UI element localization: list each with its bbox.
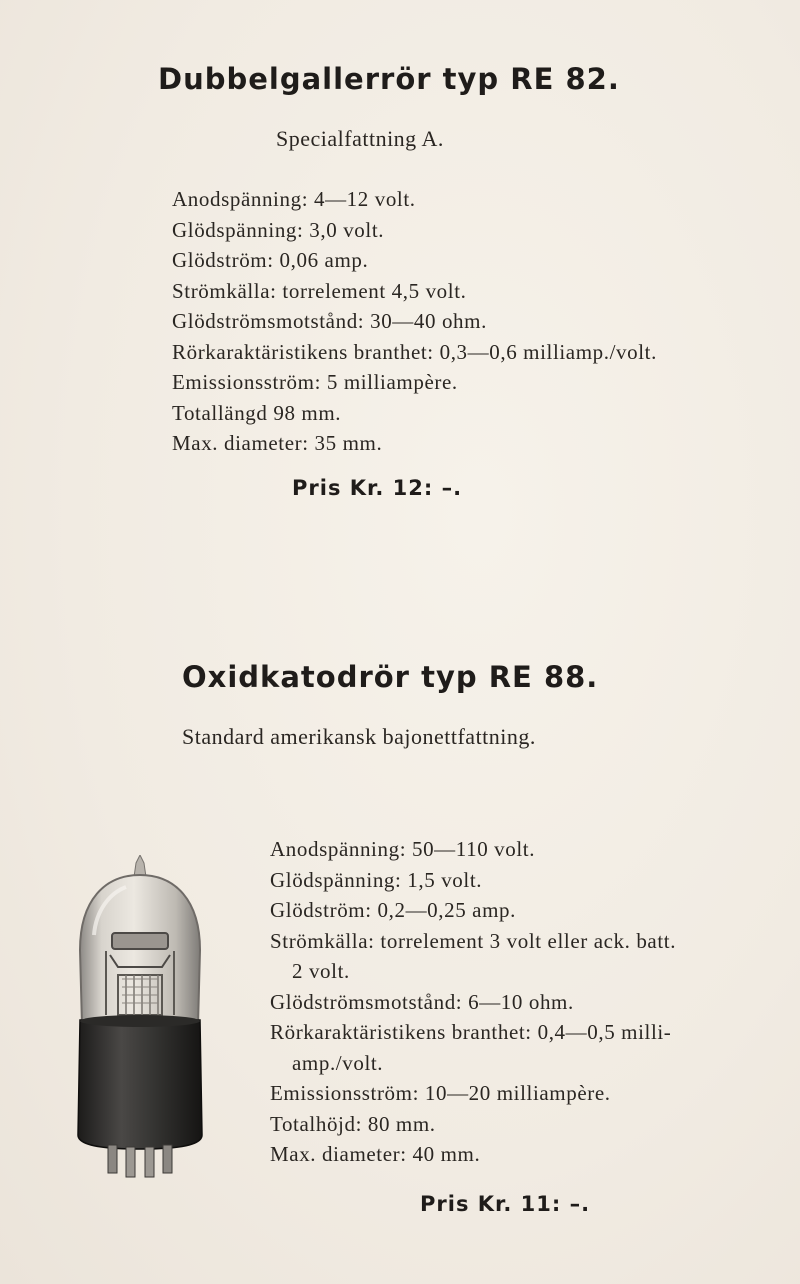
spec-line: Strömkälla: torrelement 4,5 volt.	[172, 278, 467, 303]
price-re88: Pris Kr. 11: –.	[420, 1192, 591, 1216]
spec-line: Glödspänning: 1,5 volt.	[270, 867, 483, 892]
spec-line: Glödström: 0,06 amp.	[172, 248, 369, 272]
section-subtitle-re82: Specialfattning A.	[276, 126, 444, 151]
spec-line: Totallängd 98 mm.	[172, 400, 342, 425]
spec-line: Anodspänning: 50—110 volt.	[270, 837, 536, 861]
spec-line	[270, 956, 676, 987]
spec-list-re88	[270, 834, 676, 1170]
spec-line: Max. diameter: 35 mm.	[172, 431, 383, 455]
section-title-re88: Oxidkatodrör typ RE 88.	[182, 660, 599, 694]
spec-line: Totalhöjd: 80 mm.	[270, 1111, 436, 1136]
price-re82: Pris Kr. 12: –.	[292, 476, 463, 500]
spec-line: Rörkaraktäristikens branthet: 0,4—0,5 milli-	[270, 1020, 672, 1044]
spec-line: Strömkälla: torrelement 3 volt eller ack. batt.	[270, 928, 677, 953]
spec-line: Glödströmsmotstånd: 6—10 ohm.	[270, 989, 574, 1014]
spec-line: Glödström: 0,2—0,25 amp.	[270, 898, 516, 922]
spec-line: Anodspänning: 4—12 volt.	[172, 187, 416, 211]
spec-line: Glödströmsmotstånd: 30—40 ohm.	[172, 309, 487, 333]
spec-line: Emissionsström: 10—20 milliampère.	[270, 1081, 611, 1105]
spec-line-continuation: 2 volt.	[292, 959, 350, 983]
spec-line: Max. diameter: 40 mm.	[270, 1142, 481, 1166]
section-title-re82: Dubbelgallerrör typ RE 82.	[158, 62, 620, 96]
spec-line: Rörkaraktäristikens branthet: 0,3—0,6 milliamp./volt.	[172, 339, 657, 364]
section-subtitle-re88: Standard amerikansk bajonettfattning.	[182, 724, 536, 749]
spec-line-continuation: amp./volt.	[292, 1050, 384, 1075]
vacuum-tube-photo	[70, 855, 210, 1185]
spec-line: Glödspänning: 3,0 volt.	[172, 217, 385, 242]
spec-line	[270, 1048, 676, 1079]
spec-line: Emissionsström: 5 milliampère.	[172, 370, 458, 394]
spec-list-re82	[172, 184, 657, 459]
